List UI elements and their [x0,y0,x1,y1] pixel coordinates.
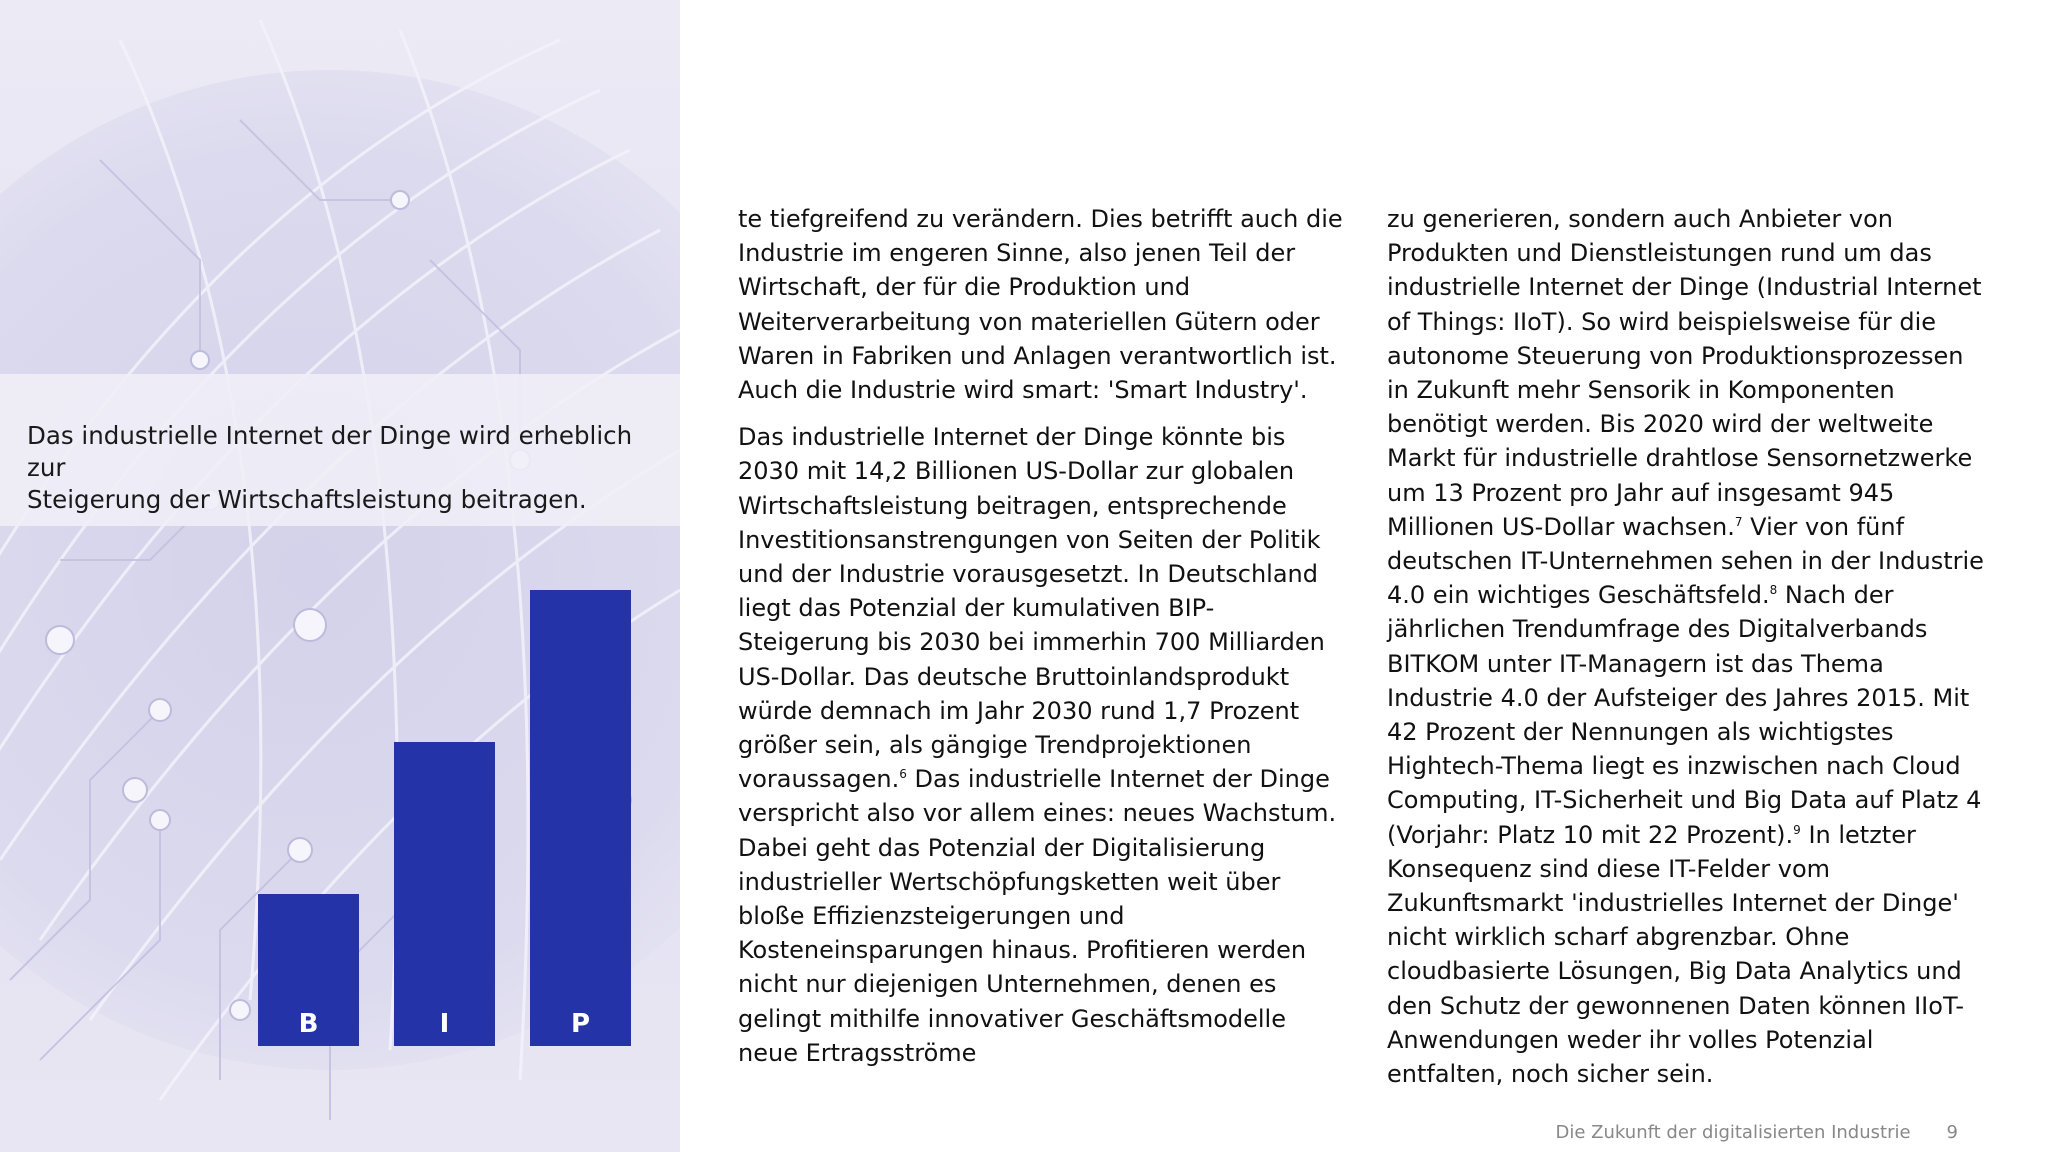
paragraph-3-text-b: Vier von fünf deutschen IT-Unternehmen sehen in der Industrie 4.0 ein wichtiges Geschäftsfeld. [1387,512,1984,610]
bip-bar-chart [0,0,680,1152]
paragraph-2-text-b: Das industrielle Internet der Dinge verspricht also vor allem eines: neues Wachstum. Dabei geht das Potenzial der Digitalisierung industrieller Wertschöpfungsketten weit über bloße Effizienzsteigerungen und Kosteneinsparungen hinaus. Profitieren werden nicht nur diejenigen Unternehmen, denen es gelingt mithilfe innovativer Geschäftsmodelle neue Ertragsströme [738,765,1337,1067]
paragraph-1: te tiefgreifend zu verändern. Dies betrifft auch die Industrie im engeren Sinne, also jenen Teil der Wirtschaft, der für die Produktion und Weiterverarbeitung von materiellen Gütern oder Waren in Fabriken und Anlagen verantwortlich ist. Auch die Industrie wird smart: 'Smart Industry'. [738,205,1343,405]
footnote-9[interactable]: 9 [1793,822,1801,837]
footnote-8[interactable]: 8 [1769,583,1778,598]
caption-line-2: Steigerung der Wirtschaftsleistung beitragen. [27,485,587,514]
paragraph-3-text-c: Nach der jährlichen Trendumfrage des Digitalverbands BITKOM unter IT-Managern ist das Thema Industrie 4.0 der Aufsteiger des Jahres 2015. Mit 42 Prozent der Nennungen als wichtigstes Hightech-Thema liegt es inzwischen nach Cloud Computing, IT-Sicherheit und Big Data auf Platz 4 (Vorjahr: Platz 10 mit 22 Prozent). [1387,581,1982,849]
paragraph-3-text-a: zu generieren, sondern auch Anbieter von Produkten und Dienstleistungen rund um das industrielle Internet der Dinge (Industrial Internet of Things: IIoT). So wird beispielsweise für die autonome Steuerung von Produktionsprozessen in Zukunft mehr Sensorik in Komponenten benötigt werden. Bis 2020 wird der weltweite Markt für industrielle drahtlose Sensornetzwerke um 13 Prozent pro Jahr auf insgesamt 945 Millionen US-Dollar wachsen. [1387,205,1982,541]
footnote-6[interactable]: 6 [899,767,907,782]
footnote-7[interactable]: 7 [1734,514,1743,529]
text-column-1 [738,202,1343,1070]
paragraph-2-text-a: Das industrielle Internet der Dinge könnte bis 2030 mit 14,2 Billionen US-Dollar zur globalen Wirtschaftsleistung beitragen, entsprechende Investitionsanstrengungen von Seiten der Politik und der Industrie vorausgesetzt. In Deutschland liegt das Potenzial der kumulativen BIP-Steigerung bis 2030 bei immerhin 700 Milliarden US-Dollar. Das deutsche Bruttoinlandsprodukt würde demnach im Jahr 2030 rund 1,7 Prozent größer sein, als gängige Trendprojektionen voraussagen. [738,423,1325,794]
bar-label-b: B [298,1009,319,1039]
bar-i [394,742,495,1046]
page-footer [1556,1122,1958,1143]
paragraph-3-text-d: In letzter Konsequenz sind diese IT-Felder vom Zukunftsmarkt 'industrielles Internet der Dinge' nicht wirklich scharf abgrenzbar. Ohne cloudbasierte Lösungen, Big Data Analytics und den Schutz der gewonnenen Daten können IIoT-Anwendungen weder ihr volles Potenzial entfalten, noch sicher sein. [1387,820,1965,1089]
text-column-2 [1387,202,1992,1091]
bar-label-i: I [439,1009,450,1039]
bar-p [530,590,631,1046]
bar-label-p: P [570,1009,591,1039]
paragraph-2 [738,420,1343,1070]
left-image-panel [0,0,680,1152]
caption-line-1: Das industrielle Internet der Dinge wird erheblich zur [27,421,633,482]
footer-title: Die Zukunft der digitalisierten Industrie [1555,1122,1911,1143]
page-number: 9 [1946,1122,1958,1143]
paragraph-3 [1387,202,1992,1091]
